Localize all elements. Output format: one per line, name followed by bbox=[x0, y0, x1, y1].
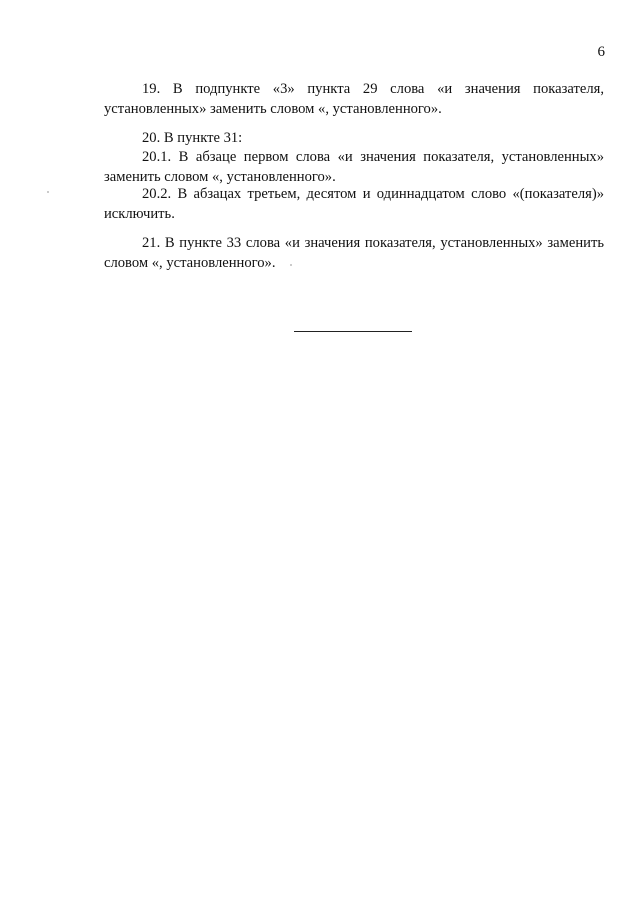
paragraph-19: 19. В подпункте «3» пункта 29 слова «и значения показателя, установленных» заменить словом «, установленного». bbox=[104, 81, 604, 117]
paragraph-20: 20. В пункте 31: bbox=[142, 130, 243, 146]
scan-speck bbox=[47, 191, 49, 193]
paragraph-20-2: 20.2. В абзацах третьем, десятом и одиннадцатом слово «(показателя)» исключить. bbox=[104, 186, 604, 222]
paragraph-21: 21. В пункте 33 слова «и значения показателя, установленных» заменить словом «, установленного». bbox=[104, 235, 604, 271]
scan-speck bbox=[290, 264, 292, 266]
end-separator-line bbox=[294, 331, 412, 332]
page-number: 6 bbox=[597, 44, 605, 60]
paragraph-20-1: 20.1. В абзаце первом слова «и значения показателя, установленных» заменить словом «, установленного». bbox=[104, 149, 604, 185]
